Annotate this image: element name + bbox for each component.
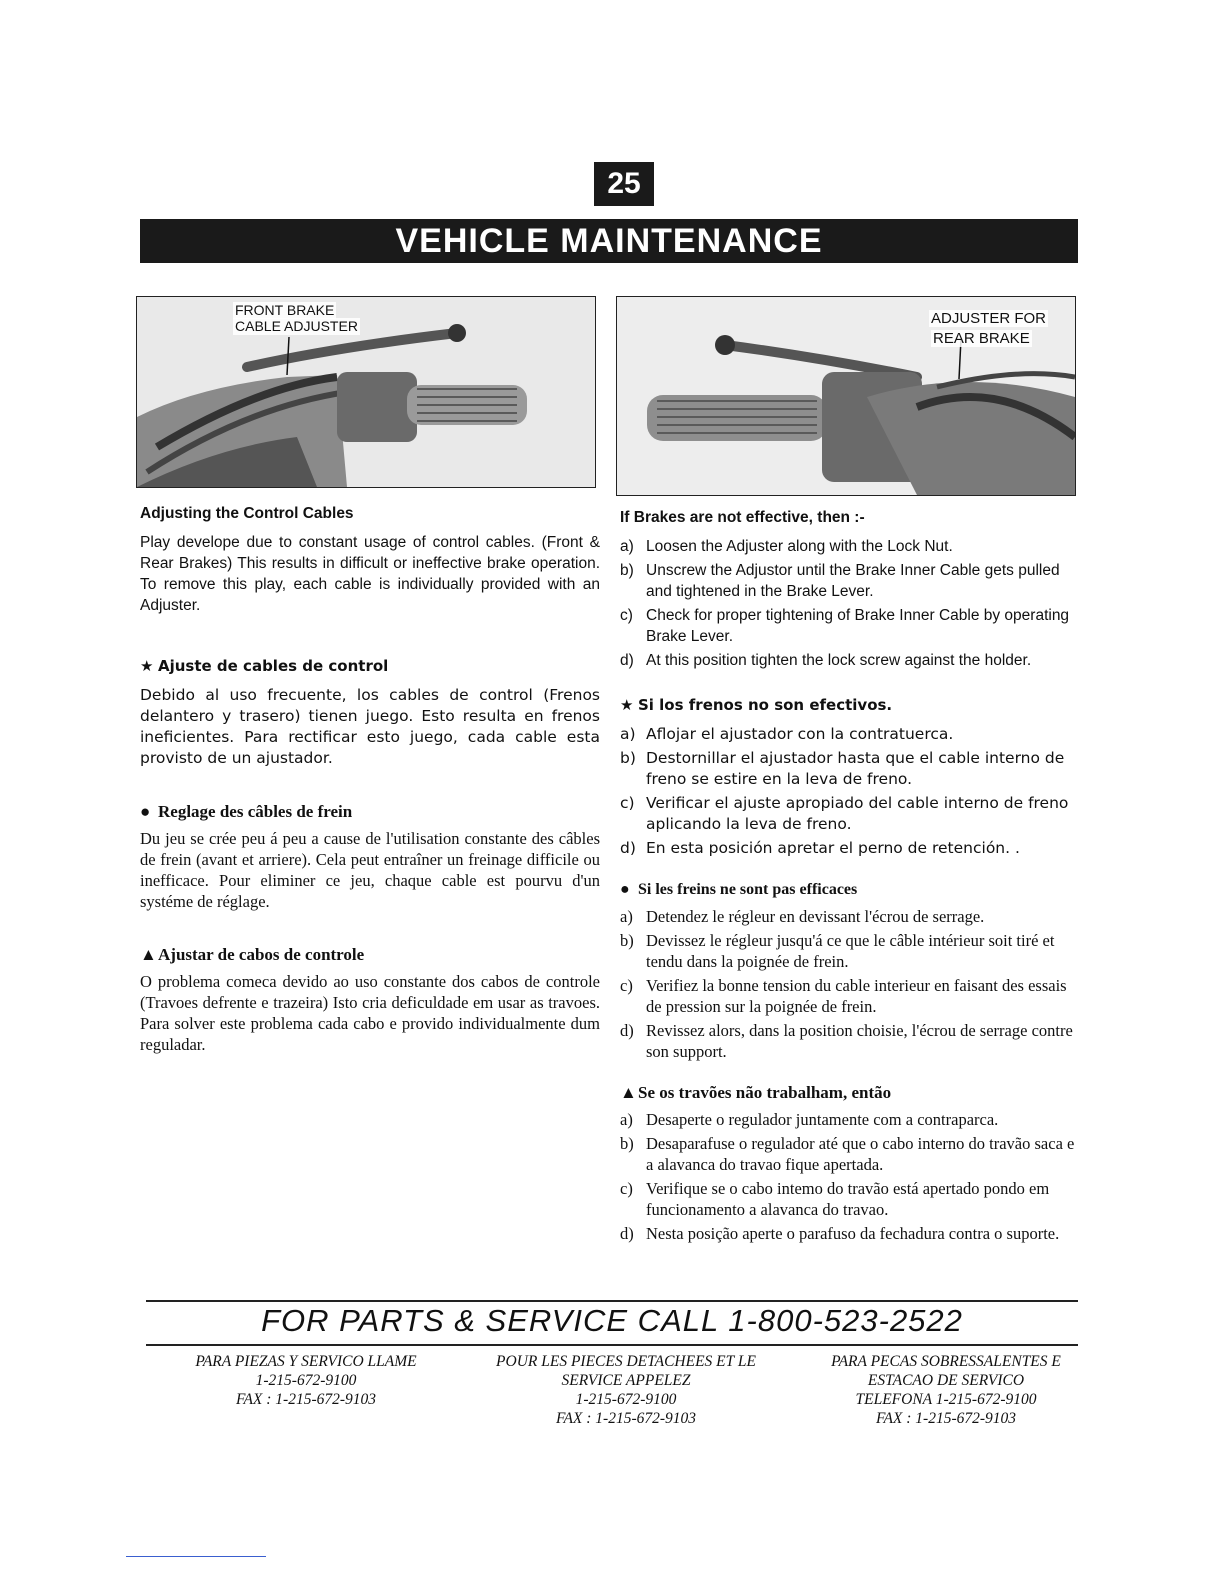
front-brake-label-line2: CABLE ADJUSTER [235,318,358,334]
section-pt-travoes [620,1082,1080,1244]
footer-fr-phone: 1-215-672-9100 [575,1391,677,1408]
section-es-frenos [620,695,1080,859]
list-item: a) Aflojar el ajustador con la contratuerca. [620,725,954,743]
triangle-icon: ▲ [140,945,157,964]
list-item: b) Unscrew the Adjustor until the Brake Inner Cable gets pulled and tightened in the Brake Lever. [620,562,1060,600]
heading-es: Ajuste de cables de control [158,657,389,675]
section-en-brakes [620,507,1080,671]
list-item: a) Detendez le régleur en devissant l'écrou de serrage. [620,907,985,926]
section-en-adjusting [140,503,600,616]
rear-brake-label-line2: REAR BRAKE [933,330,1030,347]
bullet-dot-icon: ● [620,881,630,898]
footer-service-call: FOR PARTS & SERVICE CALL 1-800-523-2522 [261,1303,963,1338]
right-column [620,507,1080,1270]
paragraph-es: Debido al uso frecuente, los cables de control (Frenos delantero y trasero) tienen juego. Esto resulta en frenos ineficientes. Para rectificar esto juego, cada cable esta provisto de un ajustador. [140,686,600,767]
footer-contact-es [156,1352,456,1409]
footer-es-phone: 1-215-672-9100 [255,1372,357,1389]
front-brake-photo [137,297,595,487]
rear-brake-figure [616,296,1076,496]
footer-fr-line: SERVICE APPELEZ [561,1372,691,1389]
list-item: d) En esta posición apretar el perno de retención. . [620,839,1020,857]
section-pt-ajustar [140,944,600,1055]
footer-es-line: PARA PIEZAS Y SERVICO LLAME [195,1353,417,1370]
list-fr [620,906,1080,1062]
triangle-icon: ▲ [620,1083,637,1102]
list-item: d) At this position tighten the lock screw against the holder. [620,652,1032,669]
page-number: 25 [594,162,654,206]
heading-pt-travoes: Se os travões não trabalham, então [638,1083,892,1102]
list-item: b) Devissez le régleur jusqu'á ce que le câble intérieur soit tiré et tendu dans la poignée de frein. [620,931,1055,971]
heading-es-frenos: Si los frenos no son efectivos. [638,696,893,714]
paragraph-pt: O problema comeca devido ao uso constante dos cabos de controle (Travoes defrente e trazeira) Isto cria deficuldade em usar as travoes. Para solver este problema cada cabo e provido individualmente dum reguladar. [140,972,600,1054]
list-item: a) Loosen the Adjuster along with the Lock Nut. [620,538,953,555]
section-fr-reglage [140,801,600,912]
footer-pt-line: PARA PECAS SOBRESSALENTES E [831,1353,1061,1370]
section-fr-freins [620,879,1080,1062]
rear-brake-label-line1: ADJUSTER FOR [931,310,1047,327]
footer-contact-fr [476,1352,776,1428]
heading-en-brakes: If Brakes are not effective, then :- [620,509,865,526]
footer-pt-fax: FAX : 1-215-672-9103 [875,1410,1017,1427]
list-es [620,724,1080,859]
footer-es-fax: FAX : 1-215-672-9103 [235,1391,377,1408]
front-brake-label-line1: FRONT BRAKE [235,302,335,318]
footer-contact-pt [796,1352,1096,1428]
section-es-ajuste [140,656,600,769]
bullet-dot-icon: ● [140,802,151,821]
list-item: d) Nesta posição aperte o parafuso da fechadura contra o suporte. [620,1224,1060,1243]
list-item: d) Revissez alors, dans la position choisie, l'écrou de serrage contre son support. [620,1021,1073,1061]
footer-pt-line: ESTACAO DE SERVICO [867,1372,1025,1389]
page-title: VEHICLE MAINTENANCE [140,219,1078,263]
heading-pt: Ajustar de cabos de controle [158,945,365,964]
footer-pt-phone: TELEFONA 1-215-672-9100 [855,1391,1037,1408]
list-item: c) Verifiez la bonne tension du cable interieur en faisant des essais de pression sur la poignée de frein. [620,976,1067,1016]
list-item: c) Verificar el ajuste apropiado del cable interno de freno aplicando la leva de freno. [620,794,1069,833]
list-pt [620,1109,1080,1244]
star-icon: ★ [620,696,634,714]
footnote-rule [126,1556,266,1557]
list-en [620,536,1080,671]
footer-bottom-rule [146,1344,1078,1346]
list-item: c) Verifique se o cabo intemo do travão está apertado pondo em funcionamento a alavanca do travao. [620,1179,1050,1219]
heading-fr: Reglage des câbles de frein [158,802,353,821]
footer-fr-line: POUR LES PIECES DETACHEES ET LE [496,1353,756,1370]
list-item: a) Desaperte o regulador juntamente com a contraparca. [620,1110,999,1129]
footer-fr-fax: FAX : 1-215-672-9103 [555,1410,697,1427]
list-item: c) Check for proper tightening of Brake Inner Cable by operating Brake Lever. [620,607,1070,645]
footer-top-rule [146,1300,1078,1302]
star-icon: ★ [140,657,154,675]
heading-en: Adjusting the Control Cables [140,505,354,522]
paragraph-en: Play develope due to constant usage of control cables. (Front & Rear Brakes) This results in difficult or ineffective brake operation. To remove this play, each cable is individually provided with an Adjuster. [140,534,600,614]
paragraph-fr: Du jeu se crée peu á peu a cause de l'utilisation constante des câbles de frein (avant et arriere). Cela peut entraîner un freinage difficile ou inefficace. Pour eliminer ce jeu, chaque cable est pourvu d'un systéme de réglage. [140,829,600,911]
left-column [140,503,600,1081]
heading-fr-freins: Si les freins ne sont pas efficaces [638,881,858,898]
list-item: b) Desaparafuse o regulador até que o cabo interno do travão saca e a alavanca do travao fique apertada. [620,1134,1075,1174]
list-item: b) Destornillar el ajustador hasta que el cable interno de freno se estire en la leva de freno. [620,749,1065,788]
front-brake-figure [136,296,596,488]
